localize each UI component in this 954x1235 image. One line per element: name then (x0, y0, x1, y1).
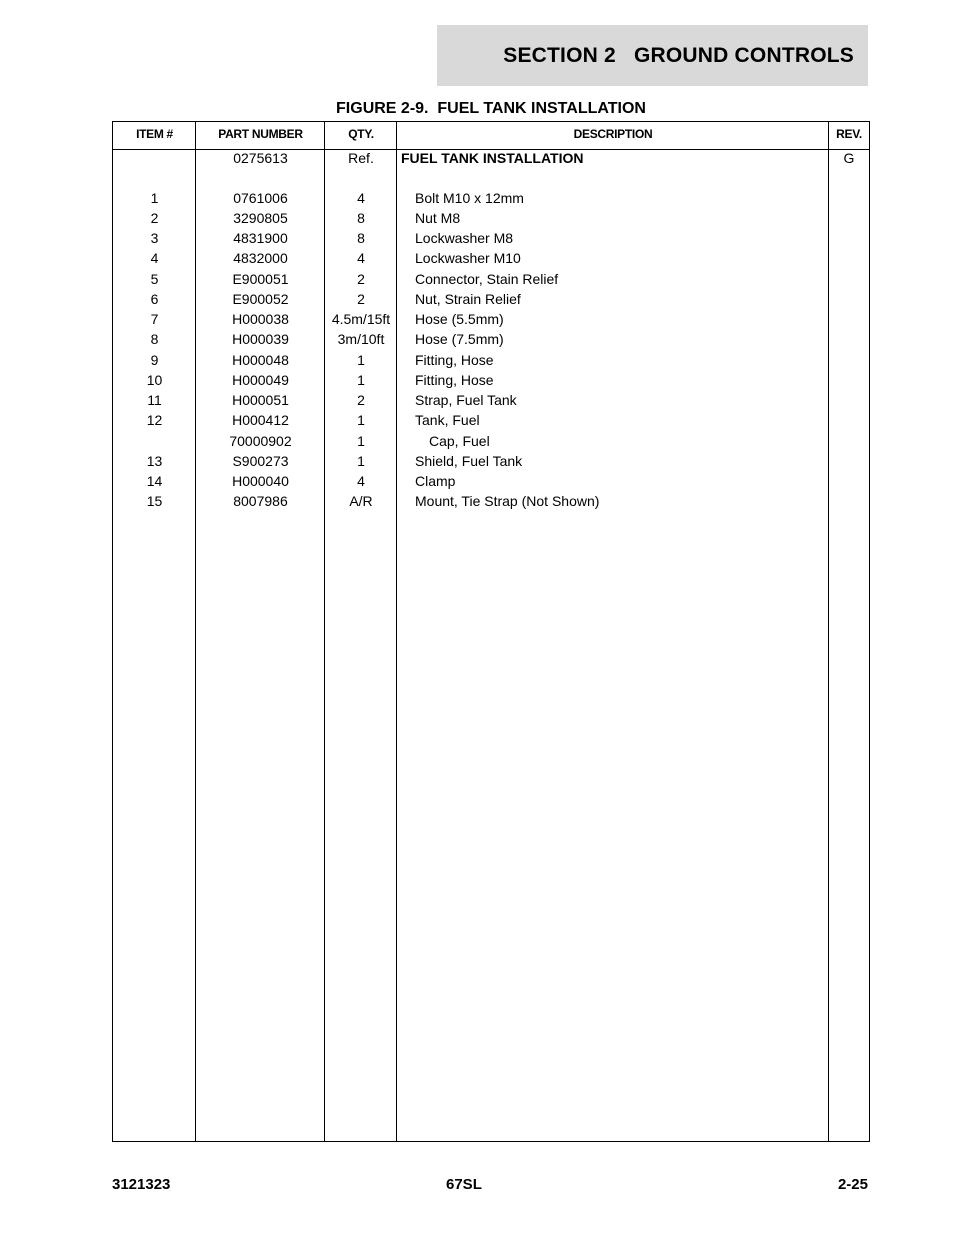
item-number: 8 (150, 331, 159, 347)
revision (829, 390, 869, 410)
column-header-qty: QTY. (348, 127, 374, 141)
table-row (113, 350, 869, 370)
description: Clamp (415, 473, 456, 489)
quantity: 8 (357, 210, 365, 226)
item-number: 10 (146, 372, 163, 388)
table-row (113, 188, 869, 208)
description: Hose (5.5mm) (415, 311, 504, 327)
description: Lockwasher M8 (415, 230, 514, 246)
quantity: 3m/10ft (337, 331, 385, 347)
footer-page-number: 2-25 (837, 1176, 868, 1193)
quantity: 2 (357, 291, 365, 307)
part-number: S900273 (232, 453, 289, 469)
part-number: 8007986 (233, 493, 288, 509)
description: Tank, Fuel (415, 412, 480, 428)
item-number: 11 (147, 392, 162, 408)
revision (829, 228, 869, 248)
quantity: 1 (357, 372, 365, 388)
part-number: H000049 (232, 372, 289, 388)
quantity: 1 (357, 352, 365, 368)
table-row (113, 309, 869, 329)
part-number: H000048 (232, 352, 289, 368)
table-row (113, 451, 869, 471)
item-number: 3 (150, 230, 159, 246)
item-number: 14 (146, 473, 163, 489)
description: Fitting, Hose (415, 372, 494, 388)
table-row (113, 431, 869, 451)
revision (829, 289, 869, 309)
revision (829, 248, 869, 268)
part-number: 4831900 (233, 230, 288, 246)
description: Cap, Fuel (429, 433, 490, 449)
item-number: 4 (150, 250, 159, 266)
quantity: 1 (357, 412, 365, 428)
column-header-description: DESCRIPTION (573, 127, 653, 141)
description: Nut M8 (415, 210, 461, 226)
item-number: 15 (146, 493, 163, 509)
column-header-item: ITEM # (136, 127, 173, 141)
item-number (113, 148, 196, 168)
item-number: 6 (150, 291, 159, 307)
item-number (113, 431, 196, 451)
revision (829, 188, 869, 208)
table-row (113, 390, 869, 410)
revision (829, 431, 869, 451)
footer-model: 67SL (446, 1176, 482, 1193)
table-header-row (113, 122, 869, 150)
part-number: H000039 (232, 331, 289, 347)
item-number: 12 (146, 412, 163, 428)
part-number: 0275613 (233, 150, 288, 166)
revision (829, 471, 869, 491)
part-number: 3290805 (233, 210, 288, 226)
table-row (113, 248, 869, 268)
revision (829, 370, 869, 390)
revision (829, 208, 869, 228)
part-number: H000412 (232, 412, 289, 428)
description: Strap, Fuel Tank (415, 392, 517, 408)
revision (829, 451, 869, 471)
revision: G (843, 150, 855, 166)
item-number: 13 (146, 453, 163, 469)
part-number: H000040 (232, 473, 289, 489)
revision (829, 329, 869, 349)
table-row (113, 370, 869, 390)
part-number: 0761006 (233, 190, 288, 206)
quantity: 2 (357, 392, 365, 408)
revision (829, 491, 869, 511)
item-number: 9 (150, 352, 159, 368)
description: Nut, Strain Relief (415, 291, 521, 307)
column-header-part-number: PART NUMBER (218, 127, 303, 141)
column-header-rev: REV. (836, 127, 862, 141)
table-row (113, 208, 869, 228)
table-row (113, 471, 869, 491)
revision (829, 410, 869, 430)
item-number: 7 (150, 311, 159, 327)
section-header (437, 25, 868, 86)
part-number: H000051 (232, 392, 289, 408)
part-number: E900052 (232, 291, 289, 307)
item-number: 2 (150, 210, 159, 226)
part-number: E900051 (232, 271, 289, 287)
footer-doc-number: 3121323 (112, 1176, 171, 1193)
quantity: 2 (357, 271, 365, 287)
quantity: A/R (349, 493, 373, 509)
description: Shield, Fuel Tank (415, 453, 523, 469)
quantity: 4 (357, 250, 365, 266)
part-number: H000038 (232, 311, 289, 327)
revision (829, 269, 869, 289)
description: Hose (7.5mm) (415, 331, 504, 347)
section-title: SECTION 2 GROUND CONTROLS (503, 43, 854, 67)
table-row (113, 410, 869, 430)
description: Lockwasher M10 (415, 250, 521, 266)
table-row (113, 289, 869, 309)
description: Bolt M10 x 12mm (415, 190, 524, 206)
item-number: 1 (150, 190, 159, 206)
parts-table (112, 121, 870, 1142)
quantity: 4 (357, 190, 365, 206)
quantity: 1 (357, 433, 365, 449)
quantity: 8 (357, 230, 365, 246)
table-row (113, 148, 869, 168)
table-row (113, 491, 869, 511)
quantity: 4.5m/15ft (331, 311, 391, 327)
item-number: 5 (150, 271, 159, 287)
table-row (113, 329, 869, 349)
description: FUEL TANK INSTALLATION (401, 150, 584, 166)
part-number: 70000902 (229, 433, 292, 449)
revision (829, 350, 869, 370)
revision (829, 309, 869, 329)
description: Connector, Stain Relief (415, 271, 559, 287)
part-number: 4832000 (233, 250, 288, 266)
table-row (113, 228, 869, 248)
quantity: 1 (357, 453, 365, 469)
quantity: Ref. (348, 150, 374, 166)
quantity: 4 (357, 473, 365, 489)
description: Mount, Tie Strap (Not Shown) (415, 493, 600, 509)
figure-title: FIGURE 2-9. FUEL TANK INSTALLATION (336, 100, 646, 117)
table-row (113, 269, 869, 289)
description: Fitting, Hose (415, 352, 494, 368)
